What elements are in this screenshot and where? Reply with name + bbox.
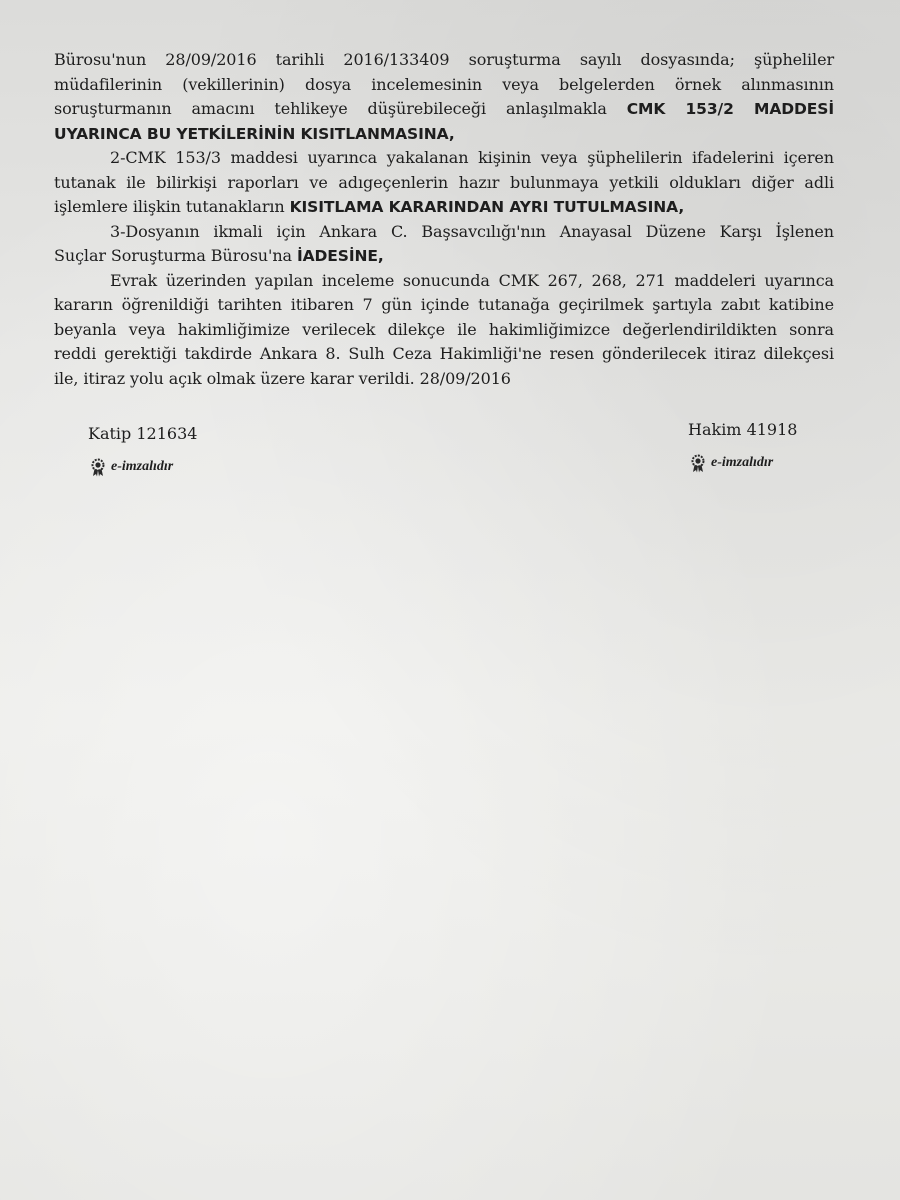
text-line	[54, 146, 834, 171]
paragraph	[54, 48, 834, 146]
text-segment: müdafilerinin (vekillerinin) dosya incelemesinin veya belgelerden örnek alınmasının	[54, 74, 834, 94]
text-line	[54, 195, 834, 220]
bold-text: İADESİNE,	[296, 247, 384, 265]
text-line	[54, 293, 834, 318]
text-line	[54, 318, 834, 343]
text-segment: işlemlere ilişkin tutanakların	[54, 197, 290, 216]
text-line	[54, 269, 834, 294]
text-line	[54, 48, 834, 73]
text-line	[54, 367, 834, 392]
text-line	[54, 171, 834, 196]
text-line	[54, 220, 834, 245]
judge-signature	[688, 420, 797, 473]
text-line	[54, 342, 834, 367]
decision-text	[54, 48, 834, 391]
text-line	[54, 73, 834, 98]
text-segment: Evrak üzerinden yapılan inceleme sonucunda CMK 267, 268, 271 maddeleri uyarınca	[110, 270, 834, 290]
text-segment: soruşturmanın amacını tehlikeye düşürebileceği anlaşılmakla	[54, 99, 627, 118]
text-segment: Bürosu'nun 28/09/2016 tarihli 2016/133409 soruşturma sayılı dosyasında; şüpheliler	[54, 50, 834, 69]
bold-text: KISITLAMA KARARINDAN AYRI TUTULMASINA,	[289, 198, 685, 216]
text-segment: 2-CMK 153/3 maddesi uyarınca yakalanan kişinin veya şüphelilerin ifadelerini içeren	[110, 148, 834, 167]
seal-icon	[688, 453, 708, 473]
paragraph	[54, 269, 834, 392]
judge-esign	[688, 453, 797, 473]
text-segment: Suçlar Soruşturma Bürosu'na	[54, 246, 297, 265]
bold-text: UYARINCA BU YETKİLERİNİN KISITLANMASINA,	[54, 124, 455, 143]
judge-name: Hakim 41918	[688, 420, 798, 439]
clerk-esign-label: e-imzalıdır	[111, 459, 174, 474]
clerk-name: Katip 121634	[88, 424, 198, 443]
text-segment: kararın öğrenildiği tarihten itibaren 7 gün içinde tutanağa geçirilmek şartıyla zabıt katibine	[54, 295, 834, 314]
text-segment: 3-Dosyanın ikmali için Ankara C. Başsavcılığı'nın Anayasal Düzene Karşı İşlenen	[110, 221, 834, 241]
paragraph	[54, 146, 834, 220]
text-segment: ile, itiraz yolu açık olmak üzere karar verildi. 28/09/2016	[54, 368, 511, 388]
paragraph	[54, 220, 834, 269]
clerk-esign	[88, 457, 197, 477]
judge-esign-label: e-imzalıdır	[711, 455, 774, 470]
text-line	[54, 122, 834, 147]
clerk-signature	[88, 424, 197, 477]
bold-text: CMK 153/2 MADDESİ	[626, 100, 834, 118]
text-segment: beyanla veya hakimliğimize verilecek dilekçe ile hakimliğimizce değerlendirildikten sonra	[54, 319, 834, 339]
text-segment: reddi gerektiği takdirde Ankara 8. Sulh Ceza Hakimliği'ne resen gönderilecek itiraz dilekçesi	[54, 344, 834, 363]
text-line	[54, 97, 834, 122]
seal-icon	[88, 457, 108, 477]
text-line	[54, 244, 834, 269]
text-segment: tutanak ile bilirkişi raporları ve adıgeçenlerin hazır bulunmaya yetkili oldukları diğer adli	[54, 172, 834, 192]
